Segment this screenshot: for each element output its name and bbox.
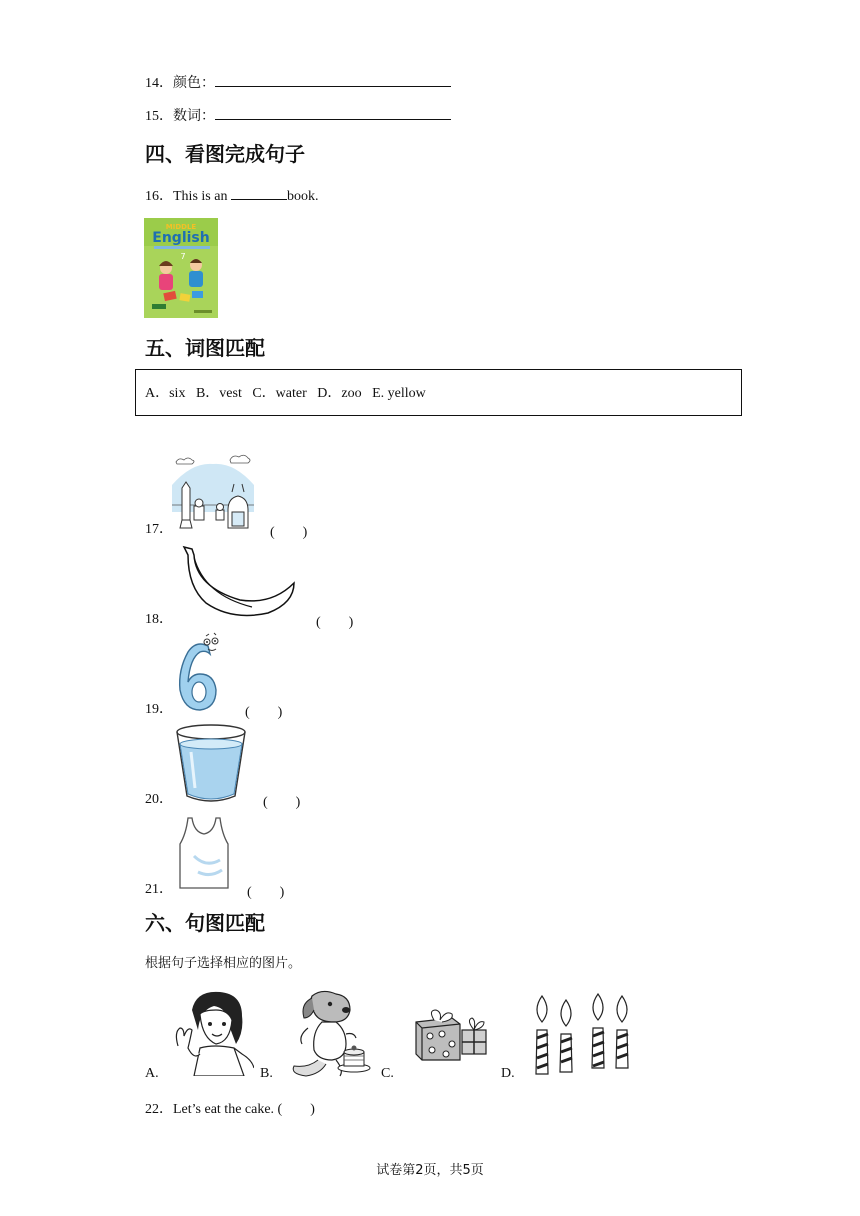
question-text-before: This is an (173, 189, 231, 204)
question-label: 数词： (173, 109, 215, 124)
question-number: 17． (145, 522, 173, 537)
question-number: 21． (145, 882, 173, 897)
question-22 (145, 1101, 315, 1119)
choice-label-a: A. (145, 1066, 159, 1081)
word-options-box (135, 369, 742, 416)
question-text: Let’s eat the cake. ( ) (173, 1102, 315, 1117)
answer-blank[interactable] (215, 74, 451, 87)
question-number: 18． (145, 612, 173, 627)
choice-label-c: C. (381, 1066, 394, 1081)
option-c: C．water (252, 386, 307, 401)
candles-picture (528, 992, 638, 1076)
banana-picture (182, 545, 297, 620)
question-number: 16． (145, 189, 173, 204)
answer-parentheses[interactable]: ( ) (316, 615, 354, 630)
question-number: 14． (145, 76, 173, 91)
book-cover-picture (144, 218, 218, 318)
section-heading: 六、句图匹配 (145, 911, 265, 935)
choice-label-b: B. (260, 1066, 273, 1081)
answer-blank[interactable] (215, 107, 451, 120)
answer-blank[interactable] (231, 187, 287, 200)
girl-waving-picture (170, 988, 254, 1076)
glass-of-water-picture (173, 722, 249, 806)
section-instruction: 根据句子选择相应的图片。 (145, 956, 302, 971)
zoo-picture (172, 450, 254, 532)
question-label: 颜色： (173, 76, 215, 91)
option-e: E. yellow (372, 386, 426, 401)
question-16 (145, 187, 318, 206)
dog-with-cake-picture (288, 988, 374, 1078)
question-14 (145, 74, 451, 93)
question-number: 22． (145, 1102, 173, 1117)
section-heading: 四、看图完成句子 (145, 142, 305, 166)
page-footer: 试卷第2页，共5页 (376, 1163, 484, 1178)
answer-parentheses[interactable]: ( ) (245, 705, 283, 720)
question-number: 15． (145, 109, 173, 124)
answer-parentheses[interactable]: ( ) (263, 795, 301, 810)
gift-boxes-picture (412, 1006, 490, 1062)
book-title: English (152, 230, 210, 246)
question-15 (145, 107, 451, 126)
option-a: A．six (145, 386, 186, 401)
option-b: B．vest (195, 386, 242, 401)
answer-parentheses[interactable]: ( ) (270, 525, 308, 540)
book-title-small: MIDDLE (165, 223, 197, 231)
question-text-after: book. (286, 189, 319, 204)
question-number: 20． (145, 792, 173, 807)
answer-parentheses[interactable]: ( ) (247, 885, 285, 900)
option-d: D．zoo (317, 386, 362, 401)
book-number: 7 (180, 252, 186, 261)
number-six-picture (174, 632, 224, 714)
section-heading: 五、词图匹配 (145, 336, 265, 360)
choice-label-d: D. (501, 1066, 515, 1081)
vest-picture (176, 816, 232, 890)
word-options (145, 385, 426, 403)
question-number: 19． (145, 702, 173, 717)
